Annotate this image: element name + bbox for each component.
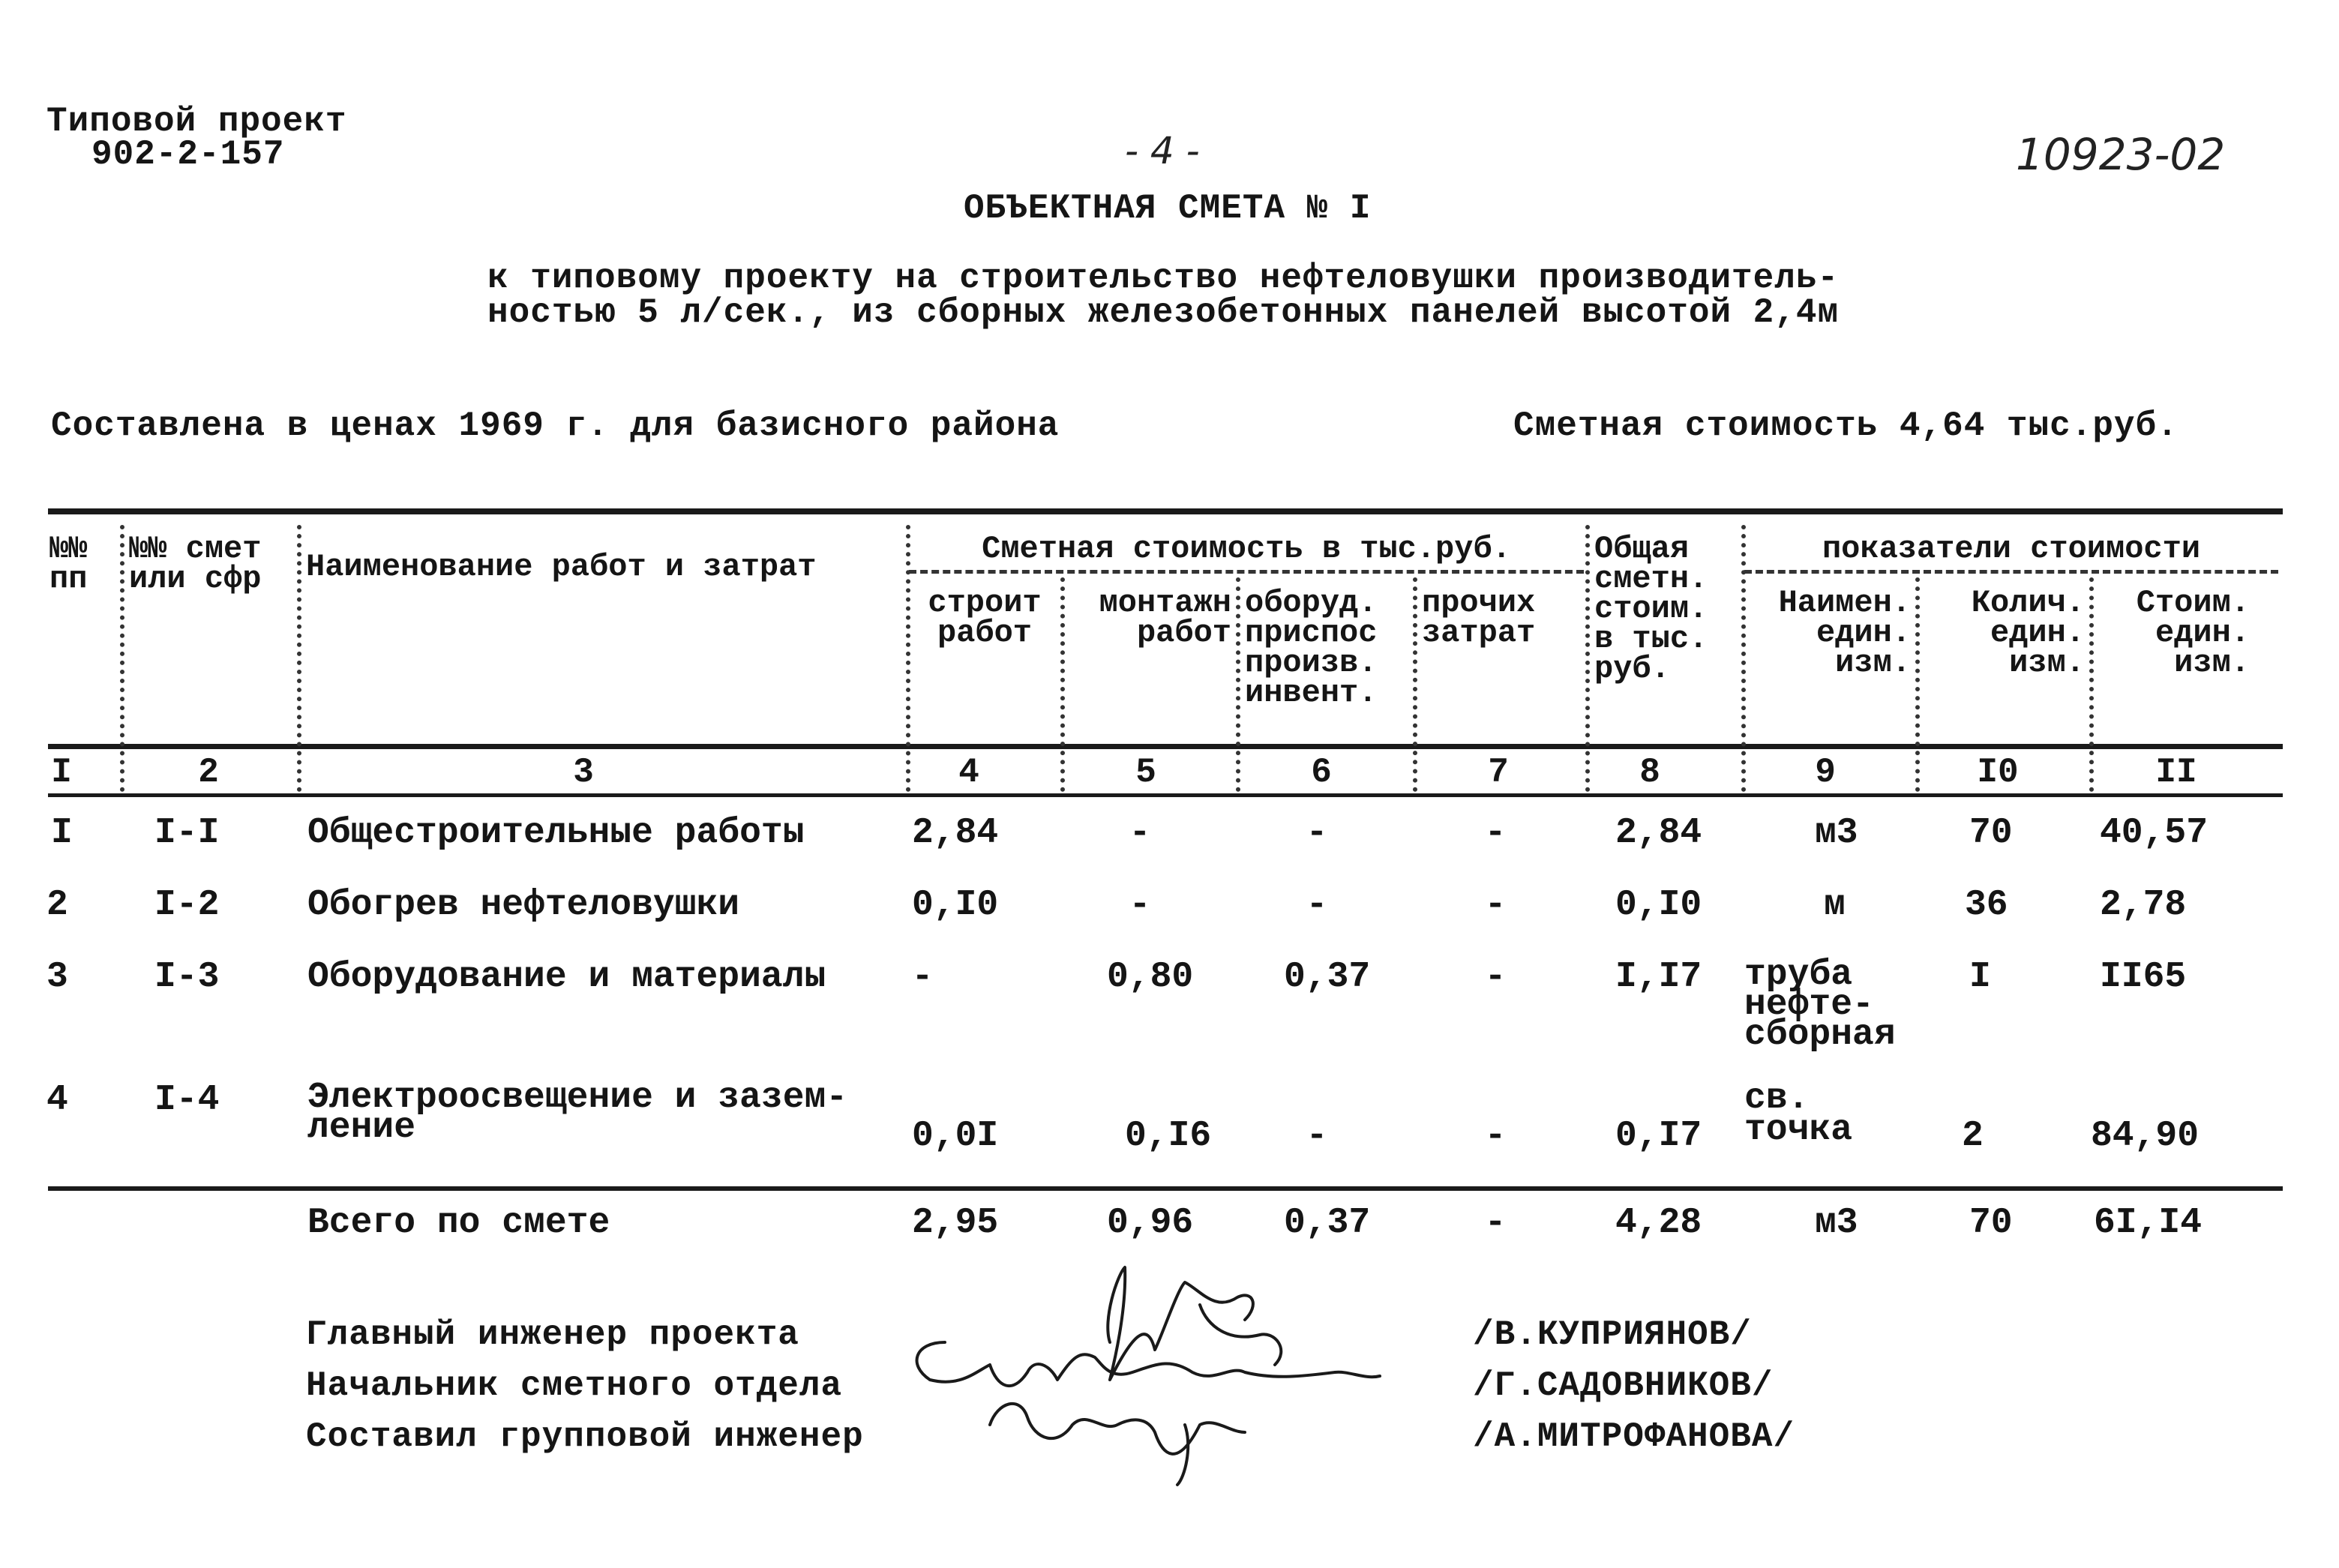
project-label-line1: Типовой проект	[46, 102, 347, 141]
col-separator	[1236, 577, 1240, 792]
handwritten-signatures	[885, 1245, 1485, 1500]
role-chief-engineer: Главный инженер проекта	[306, 1315, 799, 1354]
row-unit-cost: II65	[2100, 957, 2187, 997]
row-quantity: 36	[1965, 885, 2008, 925]
row-other: -	[1484, 885, 1507, 925]
estimated-cost: Сметная стоимость 4,64 тыс.руб.	[1513, 406, 2179, 445]
row-no: I	[51, 813, 73, 853]
row-unit-line: св.	[1744, 1078, 1810, 1119]
header-estimate-no: №№ смет или сфр	[129, 531, 262, 597]
indicators-group-underline	[1744, 570, 2278, 574]
row-estimate: I-2	[154, 885, 220, 925]
row-quantity: 2	[1962, 1116, 1984, 1156]
row-name-line: Электроосвещение и зазем-	[307, 1078, 848, 1118]
row-installation: -	[1129, 813, 1151, 853]
total-equipment: 0,37	[1284, 1203, 1371, 1243]
column-number: 9	[1815, 753, 1836, 792]
row-other: -	[1484, 957, 1507, 997]
name-sadovnikov: /Г.САДОВНИКОВ/	[1473, 1366, 1774, 1405]
cost-group-underline	[909, 570, 1584, 574]
row-construction: 0,I0	[912, 885, 999, 925]
header-other: прочих затрат	[1422, 585, 1536, 651]
column-number: 7	[1488, 753, 1509, 792]
row-construction: 2,84	[912, 813, 999, 853]
column-number: II	[2155, 753, 2197, 792]
column-number: 4	[958, 753, 979, 792]
project-number: 902-2-157	[91, 135, 285, 174]
row-equipment: -	[1306, 1116, 1328, 1156]
column-number: 5	[1135, 753, 1156, 792]
col-separator	[1413, 577, 1417, 792]
row-no: 3	[46, 957, 68, 997]
total-unit: м3	[1815, 1203, 1858, 1243]
column-number-rule	[48, 793, 2283, 797]
total-construction: 2,95	[912, 1203, 999, 1243]
row-name: Обогрев нефтеловушки	[307, 885, 740, 925]
row-unit-line: сборная	[1744, 1015, 1896, 1055]
row-no: 4	[46, 1080, 68, 1120]
role-estimate-head: Начальник сметного отдела	[306, 1366, 843, 1405]
header-installation: монтажн работ	[1099, 585, 1231, 651]
project-label	[46, 102, 347, 174]
document-title: ОБЪЕКТНАЯ СМЕТА № I	[964, 189, 1372, 228]
row-unit: м	[1824, 885, 1846, 925]
row-unit-line: нефте-	[1744, 985, 1874, 1025]
signature-names	[1473, 1309, 1795, 1462]
row-quantity: I	[1969, 957, 1991, 997]
table-top-rule	[48, 508, 2283, 514]
document-subtitle	[487, 261, 1839, 330]
header-construction: строит работ	[928, 585, 1042, 651]
row-other: -	[1484, 813, 1507, 853]
row-total: I,I7	[1615, 957, 1702, 997]
column-number: 3	[573, 753, 594, 792]
prices-note: Составлена в ценах 1969 г. для базисного района	[51, 406, 1060, 445]
row-name	[307, 1078, 848, 1148]
row-name: Общестроительные работы	[307, 813, 805, 853]
header-unit-cost: Стоим. един. изм.	[2136, 585, 2250, 681]
header-total: Общая сметн. стоим. в тыс. руб.	[1594, 531, 1708, 687]
signature-roles	[306, 1309, 864, 1462]
row-unit	[1744, 955, 1896, 1055]
row-unit-line: труба	[1744, 955, 1853, 995]
row-quantity: 70	[1969, 813, 2013, 853]
row-installation: 0,80	[1107, 957, 1194, 997]
document-number: 10923-02	[2016, 129, 2226, 180]
row-equipment: -	[1306, 885, 1328, 925]
total-unit-cost: 6I,I4	[2094, 1203, 2203, 1243]
row-estimate: I-I	[154, 813, 220, 853]
row-no: 2	[46, 885, 68, 925]
row-total: 2,84	[1615, 813, 1702, 853]
total-quantity: 70	[1969, 1203, 2013, 1243]
row-equipment: 0,37	[1284, 957, 1371, 997]
column-number: I0	[1977, 753, 2019, 792]
col-separator	[1741, 525, 1746, 792]
row-unit-cost: 40,57	[2100, 813, 2209, 853]
row-unit-cost: 2,78	[2100, 885, 2187, 925]
total-installation: 0,96	[1107, 1203, 1194, 1243]
row-other: -	[1484, 1116, 1507, 1156]
row-name: Оборудование и материалы	[307, 957, 826, 997]
total-name: Всего по смете	[307, 1203, 610, 1243]
column-number: 6	[1311, 753, 1332, 792]
total-other: -	[1484, 1203, 1507, 1243]
row-installation: 0,I6	[1125, 1116, 1212, 1156]
header-no: №№ пп	[49, 531, 88, 597]
row-construction: -	[911, 957, 934, 997]
column-number: I	[51, 753, 72, 792]
name-kupriyanov: /В.КУПРИЯНОВ/	[1473, 1315, 1752, 1354]
row-unit-line: точка	[1744, 1110, 1853, 1150]
row-total: 0,I0	[1615, 885, 1702, 925]
page-number: - 4 -	[1125, 129, 1200, 172]
header-cost-group: Сметная стоимость в тыс.руб.	[982, 531, 1511, 567]
col-separator	[1915, 577, 1920, 792]
role-group-engineer: Составил групповой инженер	[306, 1417, 864, 1456]
col-separator	[906, 525, 910, 792]
col-separator	[2089, 577, 2094, 792]
header-quantity: Колич. един. изм.	[1971, 585, 2085, 681]
row-total: 0,I7	[1615, 1116, 1702, 1156]
header-name: Наименование работ и затрат	[306, 549, 817, 585]
column-number: 2	[198, 753, 219, 792]
header-equipment: оборуд. приспос произв. инвент.	[1245, 585, 1378, 711]
name-mitrofanova: /А.МИТРОФАНОВА/	[1473, 1417, 1795, 1456]
row-name-line: ление	[307, 1108, 416, 1148]
total-total: 4,28	[1615, 1203, 1702, 1243]
column-number: 8	[1639, 753, 1660, 792]
subtitle-line2: ностью 5 л/сек., из сборных железобетонных панелей высотой 2,4м	[487, 293, 1840, 332]
row-unit	[1744, 1078, 1853, 1150]
total-top-rule	[48, 1186, 2283, 1191]
row-estimate: I-3	[154, 957, 220, 997]
col-separator	[1585, 525, 1590, 792]
col-separator	[297, 525, 301, 792]
header-unit-name: Наимен. един. изм.	[1778, 585, 1911, 681]
row-unit-cost: 84,90	[2091, 1116, 2200, 1156]
row-installation: -	[1129, 885, 1151, 925]
table-header-bottom-rule	[48, 744, 2283, 749]
row-unit: м3	[1815, 813, 1858, 853]
subtitle-line1: к типовому проекту на строительство нефтеловушки производитель-	[487, 259, 1840, 298]
col-separator	[120, 525, 124, 792]
row-equipment: -	[1306, 813, 1328, 853]
row-estimate: I-4	[154, 1080, 220, 1120]
header-indicators-group: показатели стоимости	[1822, 531, 2201, 567]
row-construction: 0,0I	[912, 1116, 999, 1156]
